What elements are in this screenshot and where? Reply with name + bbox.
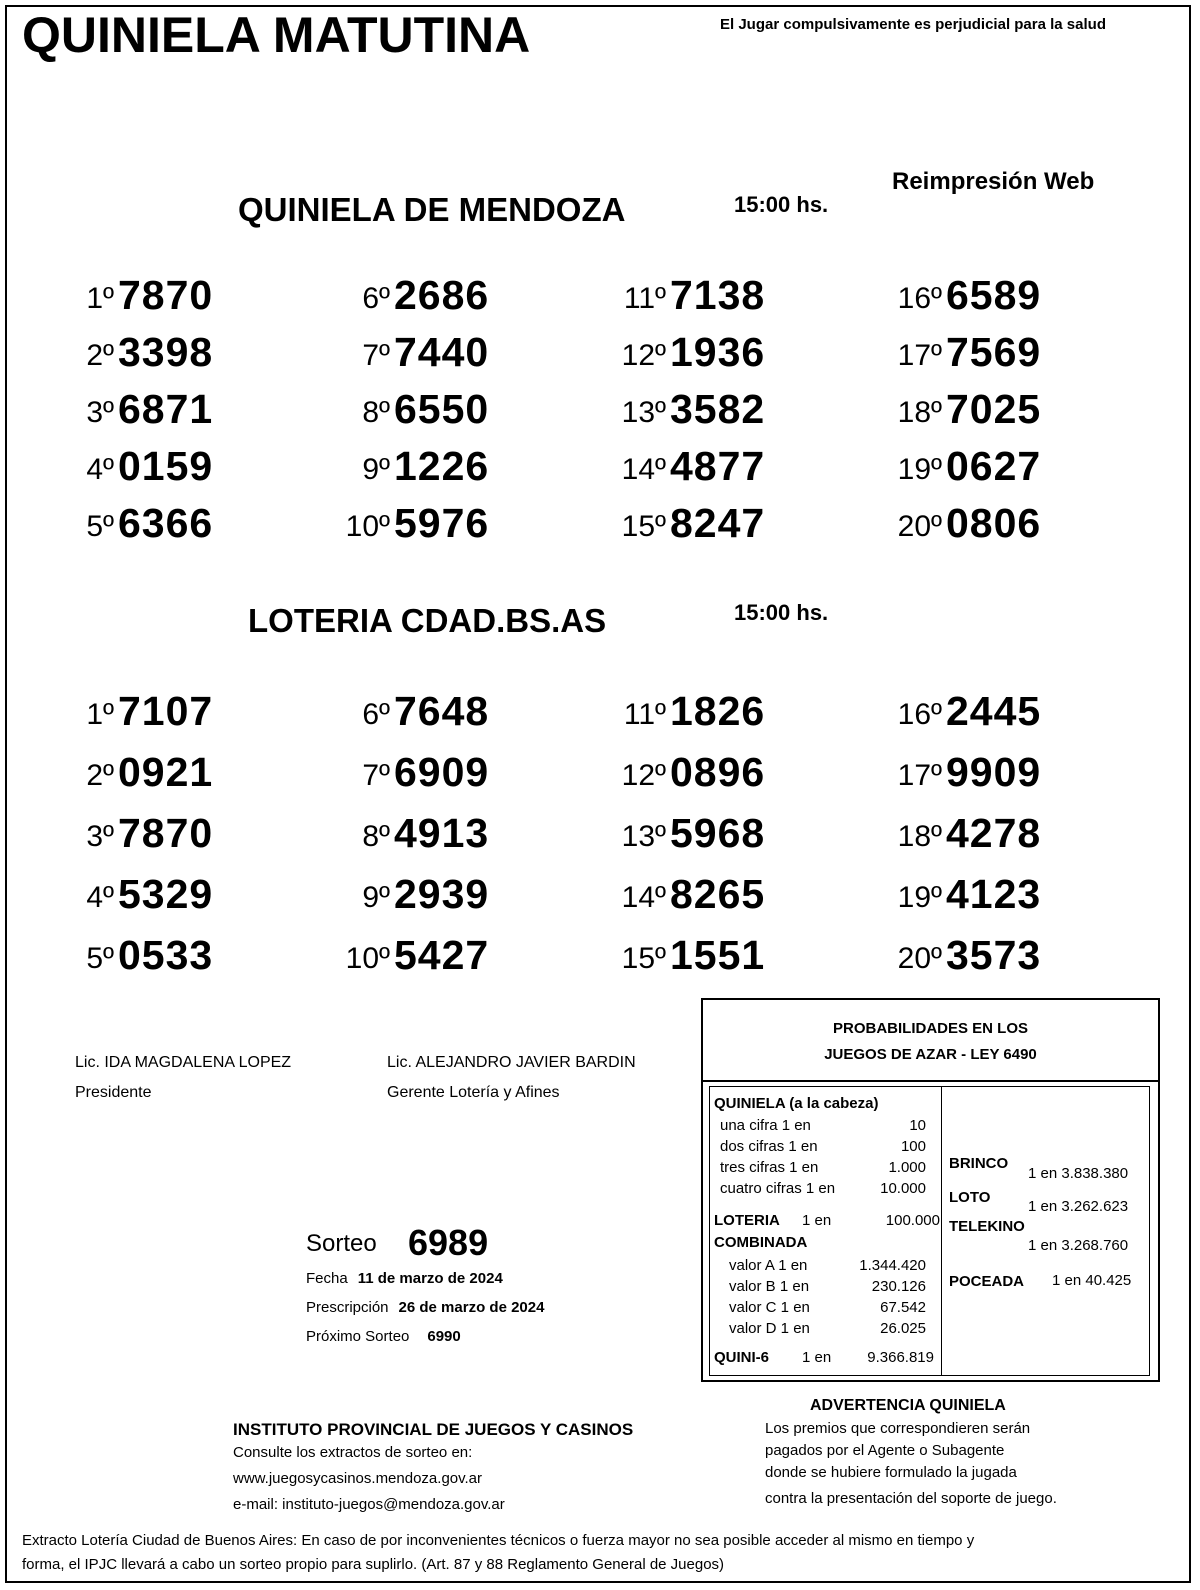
section-title-buenos-aires: LOTERIA CDAD.BS.AS (248, 602, 607, 639)
result-cell (362, 329, 534, 379)
prob-row-label: valor A 1 en (729, 1257, 808, 1274)
result-cell (621, 810, 810, 860)
result-cell (623, 688, 810, 738)
result-number: 7107 (118, 688, 214, 734)
section-time-buenos-aires: 15:00 hs. (734, 600, 829, 625)
result-cell (86, 443, 258, 493)
result-number: 0159 (118, 443, 214, 489)
result-cell (897, 932, 1086, 982)
result-position: 3º (86, 396, 114, 429)
result-number: 1551 (670, 932, 766, 978)
result-number: 7870 (118, 272, 214, 318)
loteria-prob-value: 100.000 (885, 1212, 940, 1229)
result-cell (897, 688, 1086, 738)
probabilities-box (701, 998, 1160, 1382)
prob-row-label: valor B 1 en (729, 1278, 810, 1295)
results-grid-mendoza (0, 272, 1200, 562)
advertencia-line: Los premios que correspondieren serán (765, 1420, 1031, 1437)
result-position: 5º (86, 942, 114, 975)
result-position: 20º (897, 510, 942, 543)
probabilities-header-line1: PROBABILIDADES EN LOS (832, 1020, 1028, 1037)
result-number: 3398 (118, 329, 214, 375)
quini6-prob-label: QUINI-6 (714, 1349, 770, 1366)
institute-title: INSTITUTO PROVINCIAL DE JUEGOS Y CASINOS (233, 1420, 634, 1439)
signature-role-president: Presidente (75, 1084, 152, 1101)
health-warning: El Jugar compulsivamente es perjudicial para la salud (720, 16, 1106, 33)
result-number: 7025 (946, 386, 1042, 432)
advertencia-title: ADVERTENCIA QUINIELA (810, 1397, 1006, 1414)
result-position: 13º (621, 820, 666, 853)
result-number: 9909 (946, 749, 1042, 795)
prob-row-value: 26.025 (880, 1320, 926, 1337)
result-cell (362, 871, 534, 921)
next-draw-number: 6990 (427, 1328, 461, 1345)
result-number: 6909 (394, 749, 490, 795)
result-cell (362, 272, 534, 322)
prob-row-label: una cifra 1 en (720, 1117, 811, 1134)
result-cell (362, 443, 534, 493)
result-number: 7569 (946, 329, 1042, 375)
results-grid-buenos-aires (0, 688, 1200, 998)
result-number: 8265 (670, 871, 766, 917)
result-cell (86, 500, 258, 550)
result-position: 2º (86, 339, 114, 372)
reprint-label: Reimpresión Web (892, 168, 1095, 195)
result-position: 11º (623, 698, 666, 731)
draw-prescription-row (306, 1299, 544, 1316)
result-cell (86, 386, 258, 436)
result-cell (362, 749, 534, 799)
draw-date-row (306, 1270, 503, 1287)
prob-row-value: 67.542 (880, 1299, 926, 1316)
result-cell (345, 932, 534, 982)
draw-label: Sorteo (306, 1230, 377, 1257)
probabilities-header-line2: JUEGOS DE AZAR - LEY 6490 (824, 1046, 1037, 1063)
result-position: 8º (362, 820, 390, 853)
result-cell (621, 329, 810, 379)
result-position: 2º (86, 759, 114, 792)
poceada-prob-label: POCEADA (949, 1273, 1025, 1290)
next-draw-label: Próximo Sorteo (306, 1328, 410, 1345)
result-cell (897, 272, 1086, 322)
result-number: 5968 (670, 810, 766, 856)
institute-website: www.juegosycasinos.mendoza.gov.ar (233, 1470, 483, 1487)
result-position: 1º (86, 698, 114, 731)
result-position: 14º (621, 881, 666, 914)
result-number: 0806 (946, 500, 1042, 546)
result-cell (621, 443, 810, 493)
result-position: 18º (897, 820, 942, 853)
result-position: 16º (897, 698, 942, 731)
result-position: 15º (621, 510, 666, 543)
footer-note-line1: Extracto Lotería Ciudad de Buenos Aires: En caso de por inconvenientes técnicos o fuerza mayor no sea posible acceder al mismo en tiempo y (22, 1532, 975, 1549)
result-cell (897, 810, 1086, 860)
result-number: 7440 (394, 329, 490, 375)
footer-note-line2: forma, el IPJC llevará a cabo un sorteo propio para suplirlo. (Art. 87 y 88 Reglamento General de Juegos) (22, 1556, 725, 1573)
result-number: 6366 (118, 500, 214, 546)
result-number: 5427 (394, 932, 490, 978)
brinco-prob-label: BRINCO (949, 1155, 1009, 1172)
result-position: 11º (623, 282, 666, 315)
result-number: 2939 (394, 871, 490, 917)
signature-name-manager: Lic. ALEJANDRO JAVIER BARDIN (387, 1054, 636, 1071)
poceada-prob-value: 1 en 40.425 (1052, 1272, 1132, 1289)
loto-prob-label: LOTO (949, 1189, 991, 1206)
result-number: 2445 (946, 688, 1042, 734)
result-cell (86, 749, 258, 799)
result-number: 5329 (118, 871, 214, 917)
result-position: 7º (362, 759, 390, 792)
result-number: 4913 (394, 810, 490, 856)
advertencia-line: pagados por el Agente o Subagente (765, 1442, 1005, 1459)
advertencia-line: donde se hubiere formulado la jugada (765, 1464, 1017, 1481)
institute-email: e-mail: instituto-juegos@mendoza.gov.ar (233, 1496, 505, 1513)
result-number: 8247 (670, 500, 766, 546)
result-number: 0533 (118, 932, 214, 978)
result-number: 7870 (118, 810, 214, 856)
institute-consult-line: Consulte los extractos de sorteo en: (233, 1444, 473, 1461)
loteria-prob-en: 1 en (802, 1212, 832, 1229)
result-cell (345, 500, 534, 550)
loto-prob-value: 1 en 3.262.623 (1028, 1198, 1129, 1215)
result-number: 7138 (670, 272, 766, 318)
next-draw-row (306, 1328, 461, 1345)
result-position: 13º (621, 396, 666, 429)
result-position: 8º (362, 396, 390, 429)
result-position: 16º (897, 282, 942, 315)
result-cell (623, 272, 810, 322)
draw-prescription-label: Prescripción (306, 1299, 389, 1316)
prob-row-label: valor C 1 en (729, 1299, 810, 1316)
result-cell (897, 329, 1086, 379)
section-time-mendoza: 15:00 hs. (734, 192, 829, 217)
result-position: 12º (621, 339, 666, 372)
draw-prescription: 26 de marzo de 2024 (398, 1299, 545, 1316)
result-position: 1º (86, 282, 114, 315)
result-position: 7º (362, 339, 390, 372)
prob-row-label: dos cifras 1 en (720, 1138, 818, 1155)
result-number: 6550 (394, 386, 490, 432)
result-position: 17º (897, 759, 942, 792)
result-cell (897, 871, 1086, 921)
result-position: 12º (621, 759, 666, 792)
loteria-prob-label: LOTERIA (714, 1212, 780, 1229)
result-cell (621, 871, 810, 921)
result-position: 20º (897, 942, 942, 975)
section-title-mendoza: QUINIELA DE MENDOZA (238, 191, 626, 228)
result-cell (86, 932, 258, 982)
probabilities-table (709, 1086, 1150, 1376)
result-position: 15º (621, 942, 666, 975)
result-cell (621, 500, 810, 550)
result-cell (86, 688, 258, 738)
result-cell (897, 500, 1086, 550)
result-position: 10º (345, 510, 390, 543)
prob-row-value: 100 (900, 1138, 926, 1155)
result-number: 4278 (946, 810, 1042, 856)
result-position: 19º (897, 881, 942, 914)
result-number: 3582 (670, 386, 766, 432)
result-number: 0627 (946, 443, 1042, 489)
combinada-prob-title: COMBINADA (714, 1234, 808, 1251)
prob-row-value: 10.000 (880, 1180, 926, 1197)
result-position: 5º (86, 510, 114, 543)
result-number: 3573 (946, 932, 1042, 978)
result-position: 6º (362, 282, 390, 315)
result-number: 6589 (946, 272, 1042, 318)
result-position: 6º (362, 698, 390, 731)
result-number: 7648 (394, 688, 490, 734)
prob-row-value: 1.000 (888, 1159, 926, 1176)
result-number: 0921 (118, 749, 214, 795)
probabilities-header (703, 1000, 1158, 1082)
prob-row-label: valor D 1 en (729, 1320, 810, 1337)
result-cell (897, 386, 1086, 436)
draw-date-label: Fecha (306, 1270, 348, 1287)
prob-row-label: cuatro cifras 1 en (720, 1180, 836, 1197)
result-number: 1826 (670, 688, 766, 734)
result-number: 6871 (118, 386, 214, 432)
result-cell (362, 688, 534, 738)
result-position: 4º (86, 453, 114, 486)
result-position: 10º (345, 942, 390, 975)
result-cell (897, 749, 1086, 799)
result-number: 4123 (946, 871, 1042, 917)
result-number: 0896 (670, 749, 766, 795)
probabilities-divider (941, 1087, 942, 1375)
prob-row-value: 230.126 (871, 1278, 926, 1295)
result-number: 1226 (394, 443, 490, 489)
result-position: 4º (86, 881, 114, 914)
telekino-prob-label: TELEKINO (949, 1218, 1025, 1235)
brinco-prob-value: 1 en 3.838.380 (1028, 1165, 1129, 1182)
result-cell (362, 386, 534, 436)
quiniela-prob-title: QUINIELA (a la cabeza) (714, 1095, 879, 1112)
draw-date: 11 de marzo de 2024 (357, 1270, 503, 1287)
result-position: 9º (362, 881, 390, 914)
quini6-prob-value: 9.366.819 (867, 1349, 934, 1366)
prob-row-value: 1.344.420 (859, 1257, 926, 1274)
draw-number: 6989 (408, 1222, 489, 1263)
result-number: 4877 (670, 443, 766, 489)
result-cell (621, 932, 810, 982)
result-cell (86, 810, 258, 860)
result-cell (86, 329, 258, 379)
telekino-prob-value: 1 en 3.268.760 (1028, 1237, 1129, 1254)
signature-role-manager: Gerente Lotería y Afines (387, 1084, 560, 1101)
result-cell (86, 871, 258, 921)
result-cell (362, 810, 534, 860)
result-cell (897, 443, 1086, 493)
signature-name-president: Lic. IDA MAGDALENA LOPEZ (75, 1054, 292, 1071)
result-position: 3º (86, 820, 114, 853)
result-number: 2686 (394, 272, 490, 318)
result-cell (621, 749, 810, 799)
advertencia-line: contra la presentación del soporte de juego. (765, 1490, 1057, 1507)
prob-row-label: tres cifras 1 en (720, 1159, 819, 1176)
result-position: 19º (897, 453, 942, 486)
result-number: 1936 (670, 329, 766, 375)
result-position: 9º (362, 453, 390, 486)
quini6-prob-en: 1 en (802, 1349, 832, 1366)
result-position: 17º (897, 339, 942, 372)
page-title: QUINIELA MATUTINA (22, 7, 531, 63)
result-number: 5976 (394, 500, 490, 546)
result-cell (86, 272, 258, 322)
result-position: 18º (897, 396, 942, 429)
result-cell (621, 386, 810, 436)
result-position: 14º (621, 453, 666, 486)
prob-row-value: 10 (909, 1117, 926, 1134)
